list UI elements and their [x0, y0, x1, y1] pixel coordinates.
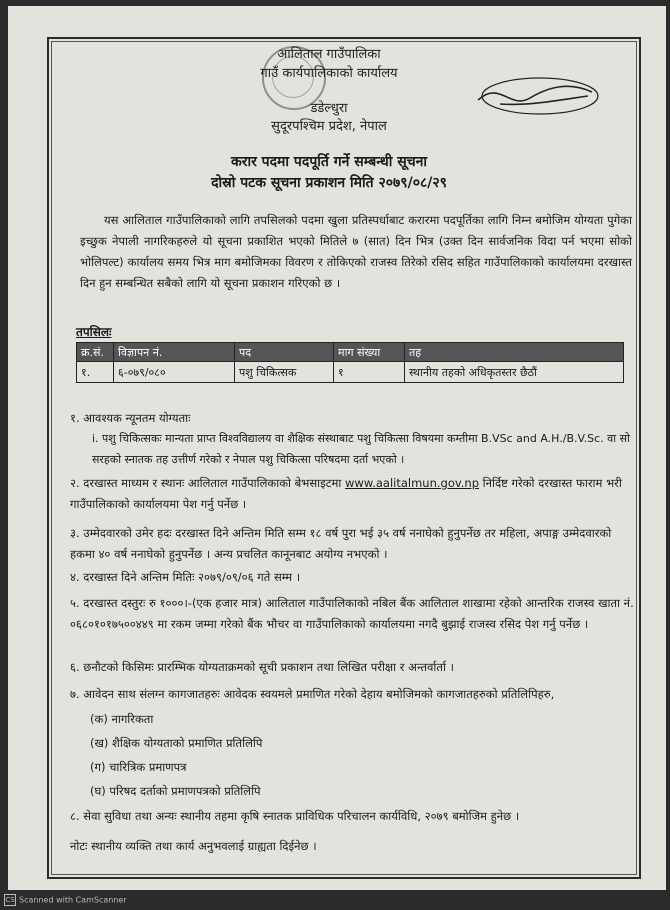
- intro-paragraph: यस आलिताल गाउँपालिकाको लागि तपसिलको पदमा खुला प्रतिस्पर्धाबाट करारमा पदपूर्तिका लागि निम्न बमोजिम योग्यता पुगेका इच्छुक नेपाली नागरिकहरुले यो सूचना प्रकाशित भएको मितिले ७ (सात) दिन भित्र (उक्त दिन सार्वजनिक विदा पर्न भएमा सोको भोलिपल्ट) कार्यालय समय भित्र माग बमोजिमका विवरण र तोकिएको राजस्व तिरेको रसिद सहित गाउँपालिकाको कार्यालयमा दरखास्त दिन हुन सम्बन्धित सबैको लागि यो सूचना प्रकाशन गरिएको छ ।: [80, 213, 632, 290]
- item-selection: ६. छनौटको किसिमः प्रारम्भिक योग्यताक्रमको सूची प्रकाशन तथा लिखित परीक्षा र अन्तर्वार्ता ।: [70, 660, 454, 674]
- cell-sn: १.: [77, 362, 114, 383]
- item-fee: ५. दरखास्त दस्तुरः रु १०००।-(एक हजार मात्र) आलिताल गाउँपालिकाको नबिल बैंक आलिताल शाखामा रहेको आन्तरिक राजस्व खाता नं. ०६८०१०१७५००४४९ मा रकम जम्मा गरेको बैंक भौचर वा गाउँपालिकाको कार्यालयमा नगदै बुझाई राजस्व रसिद पेश गर्नु पर्नेछ ।: [70, 596, 634, 631]
- header-province: सुदूरपश्चिम प्रदेश, नेपाल: [271, 119, 387, 134]
- table-label: तपसिलः: [76, 325, 112, 339]
- publication-date: दोस्रो पटक सूचना प्रकाशन मिति २०७९/०८/२९: [211, 175, 447, 191]
- item-age-limit: ३. उम्मेदवारको उमेर हदः दरखास्त दिने अन्तिम मिति सम्म १८ वर्ष पुरा भई ३५ वर्ष ननाघेको हुनुपर्नेछ तर महिला, अपाङ्ग उम्मेदवारको हकमा ४० वर्ष ननाघेको हुनुपर्नेछ । अन्य प्रचलित कानूनबाट अयोग्य नभएको ।: [70, 526, 612, 561]
- doc-council: (घ) परिषद दर्ताको प्रमाणपत्रको प्रतिलिपि: [90, 784, 261, 798]
- table-header-row: [77, 343, 624, 362]
- header-office-name: आलिताल गाउँपालिका: [277, 47, 381, 62]
- doc-character: (ग) चारित्रिक प्रमाणपत्र: [90, 760, 187, 774]
- website-link[interactable]: www.aalitalmun.gov.np: [345, 476, 480, 490]
- col-demand: माग संख्या: [334, 343, 405, 362]
- item-application-text: २. दरखास्त माध्यम र स्थानः आलिताल गाउँपालिकाको बेभसाइटमा: [70, 476, 346, 490]
- scanner-watermark: [4, 894, 127, 906]
- col-ad-no: विज्ञापन नं.: [114, 343, 235, 362]
- camscanner-icon: CS: [5, 896, 15, 904]
- notice-title: करार पदमा पदपूर्ति गर्ने सम्बन्धी सूचना: [230, 154, 428, 170]
- item-qualification-vet: i. पशु चिकित्सकः मान्यता प्राप्त विश्वविद्यालय वा शैक्षिक संस्थाबाट पशु चिकित्सा विषयमा कम्तीमा B.VSc and A.H./B.V.Sc. वा सो सरहको स्नातक तह उत्तीर्ण गरेको र नेपाल पशु चिकित्सा परिषदमा दर्ता भएको ।: [92, 432, 630, 466]
- table-row: [77, 362, 624, 383]
- item-benefits: ८. सेवा सुविधा तथा अन्यः स्थानीय तहमा कृषि स्नातक प्राविधिक परिचालन कार्यविधि, २०७९ बमोजिम हुनेछ ।: [70, 809, 520, 823]
- item-documents: ७. आवेदन साथ संलग्न कागजातहरुः आवेदक स्वयमले प्रमाणित गरेको देहाय बमोजिमको कागजातहरुको प्रतिलिपिहरु,: [70, 687, 555, 701]
- cell-ad-no: ६-०७९/०८०: [114, 362, 235, 383]
- col-post: पद: [235, 343, 334, 362]
- header-district: डडेल्धुरा: [310, 101, 348, 116]
- cell-post: पशु चिकित्सक: [235, 362, 334, 383]
- scanner-text: Scanned with CamScanner: [19, 895, 127, 905]
- doc-citizenship: (क) नागरिकता: [90, 712, 154, 726]
- cell-level: स्थानीय तहको अधिकृतस्तर छैठौं: [405, 362, 624, 383]
- header-office-type: गाउँ कार्यपालिकाको कार्यालय: [260, 66, 398, 81]
- item-qualification: १. आवश्यक न्यूनतम योग्यताः: [70, 411, 191, 425]
- vacancy-table: [76, 342, 624, 383]
- col-sn: क्र.सं.: [77, 343, 114, 362]
- item-application-text-2: निर्दिष्ट गरेको दरखास्त फाराम भरी गाउँपालिकाको कार्यालयमा पेश गर्नु पर्नेछ ।: [70, 476, 622, 511]
- signature: [470, 70, 600, 120]
- col-level: तह: [405, 343, 624, 362]
- item-deadline: ४. दरखास्त दिने अन्तिम मितिः २०७९/०९/०६ गते सम्म ।: [70, 570, 301, 584]
- cell-demand: १: [334, 362, 405, 383]
- doc-academic: (ख) शैक्षिक योग्यताको प्रमाणित प्रतिलिपि: [90, 736, 263, 750]
- note: नोटः स्थानीय व्यक्ति तथा कार्य अनुभवलाई ग्राह्यता दिईनेछ ।: [70, 839, 317, 853]
- item-application-place: [70, 473, 635, 515]
